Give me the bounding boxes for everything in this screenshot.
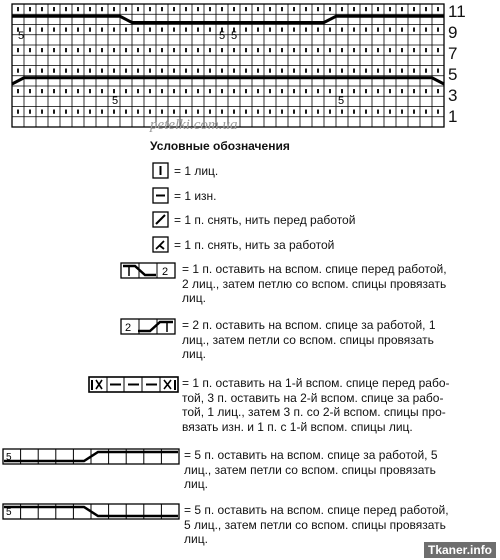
cable-1-2-front-icon — [120, 262, 178, 282]
cable-label: 5 — [6, 507, 12, 518]
legend-text: = 2 п. оставить на вспом. спице за работой, 1 лиц., затем петли со вспом. спицы провязать лиц. — [182, 318, 436, 361]
cable-5-5-back-icon — [2, 448, 184, 468]
cable-label: 5 — [6, 452, 12, 463]
knitting-chart — [0, 0, 500, 140]
watermark-bottom: Tkaner.info — [424, 542, 496, 558]
cable-label: 5 — [338, 95, 345, 107]
row-number: 11 — [448, 2, 466, 21]
cable-2-1-back-icon — [120, 318, 178, 338]
watermark-top: petelki.com.ua — [150, 117, 238, 133]
legend-item-cross-1-2-front — [120, 262, 500, 312]
legend-item-cross-1-3-1 — [88, 376, 500, 440]
cable-label: 2 — [125, 322, 132, 334]
legend-title: Условные обозначения — [150, 139, 290, 153]
cable-1-3-1-icon — [88, 376, 180, 396]
row-number: 9 — [448, 23, 458, 42]
slip-front-symbol-icon — [152, 211, 172, 231]
legend-text: = 1 п. снять, нить перед работой — [174, 213, 356, 227]
legend-text: = 5 п. оставить на вспом. спице перед работой, 5 лиц., затем петли со вспом. спицы провязать лиц. — [184, 503, 449, 546]
legend-text: = 1 лиц. — [174, 164, 219, 178]
legend-item-purl — [152, 187, 452, 207]
cable-label: 5 — [231, 30, 238, 42]
cable-label: 2 — [162, 266, 169, 278]
legend-item-cross-5-5-back — [2, 448, 500, 498]
purl-symbol-icon — [152, 187, 172, 207]
legend-text: = 1 п. оставить на вспом. спице перед работой, 2 лиц., затем петлю со вспом. спицы провязать лиц. — [182, 262, 447, 305]
legend-item-knit — [152, 162, 452, 182]
cable-label: 5 — [18, 30, 25, 42]
legend-text: = 5 п. оставить на вспом. спице за работой, 5 лиц., затем петли со вспом. спицы провязать лиц. — [184, 448, 438, 491]
cable-5-5-front-icon — [2, 503, 184, 523]
cable-label: 5 — [112, 95, 119, 107]
row-number: 7 — [448, 44, 458, 63]
legend-item-slip-back — [152, 236, 452, 256]
legend-text: = 1 п. оставить на 1-й вспом. спице перед рабо- той, 3 п. оставить на 2-й вспом. спице за рабо- той, 1 лиц., затем 3 п. со 2-й вспом. спицы про- вязать изн. и 1 п. с 1-й вспом. спицы лиц. — [182, 376, 450, 434]
knit-symbol-icon — [152, 162, 172, 182]
row-number: 3 — [448, 86, 458, 105]
row-number: 5 — [448, 65, 458, 84]
legend-text: = 1 изн. — [174, 189, 217, 203]
legend-item-cross-2-1-back — [120, 318, 500, 368]
cable-label: 5 — [219, 30, 226, 42]
row-number: 1 — [448, 107, 458, 126]
slip-back-symbol-icon — [152, 236, 172, 256]
legend-text: = 1 п. снять, нить за работой — [174, 238, 335, 252]
legend-item-slip-front — [152, 211, 452, 231]
